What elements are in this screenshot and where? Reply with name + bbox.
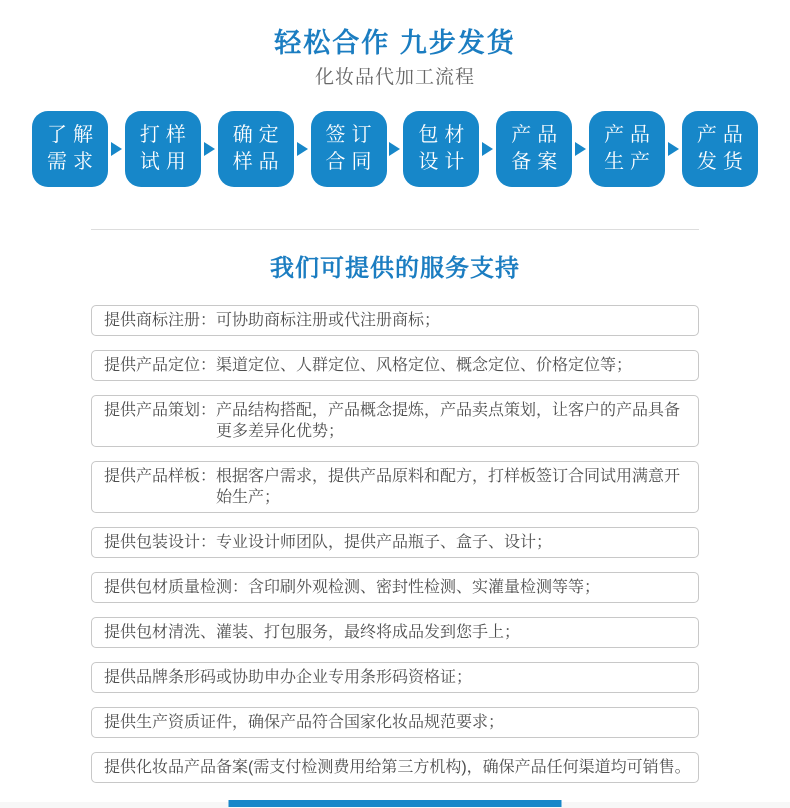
service-item-10: [91, 752, 699, 783]
process-step-2: [125, 111, 201, 187]
service-label: 提供产品定位：: [104, 357, 217, 374]
process-step-1: [32, 111, 108, 187]
page-subtitle: 化妆品代加工流程: [314, 67, 475, 88]
step-label-line2: 需求: [47, 151, 99, 173]
arrow-right-icon: [575, 142, 586, 156]
service-item-5: [91, 527, 699, 558]
service-label: 提供包材质量检测：: [104, 579, 249, 596]
service-label: 提供包装设计：: [104, 534, 217, 551]
service-text: 专业设计师团队，提供产品瓶子、盒子、设计；: [216, 534, 553, 551]
service-label: 提供产品样板：: [104, 468, 217, 485]
service-item-3: [91, 395, 699, 447]
process-step-5: [403, 111, 479, 187]
service-text: 提供化妆品产品备案(需支付检测费用给第三方机构)，确保产品任何渠道均可销售。: [104, 759, 691, 776]
footer-blue-bar: [229, 800, 562, 807]
step-label-line1: 确定: [232, 124, 285, 146]
step-label-line2: 发货: [696, 151, 749, 173]
process-flow: [0, 111, 790, 187]
service-text: 可协助商标注册或代注册商标；: [216, 312, 441, 329]
service-item-4: [91, 461, 699, 513]
header: [0, 0, 790, 90]
service-item-8: [91, 662, 699, 693]
service-text: 渠道定位、人群定位、风格定位、概念定位、价格定位等；: [216, 357, 633, 374]
step-label-line2: 合同: [325, 151, 378, 173]
process-step-6: [496, 111, 572, 187]
page-title: 轻松合作 九步发货: [274, 28, 516, 58]
process-step-3: [218, 111, 294, 187]
process-step-7: [589, 111, 665, 187]
service-text: 提供生产资质证件，确保产品符合国家化妆品规范要求；: [104, 714, 505, 731]
process-step-8: [682, 111, 758, 187]
service-item-2: [91, 350, 699, 381]
service-item-7: [91, 617, 699, 648]
step-label-line1: 签订: [325, 124, 378, 146]
service-item-6: [91, 572, 699, 603]
section-divider: [91, 229, 699, 230]
service-text: 提供品牌条形码或协助申办企业专用条形码资格证；: [104, 669, 473, 686]
services-title: 我们可提供的服务支持: [270, 255, 520, 282]
step-label-line1: 了解: [47, 124, 99, 146]
process-step-4: [311, 111, 387, 187]
service-text: 含印刷外观检测、密封性检测、实灌量检测等等；: [248, 579, 601, 596]
service-label: 提供商标注册：: [104, 312, 217, 329]
step-label-line2: 试用: [139, 151, 192, 173]
step-label-line1: 包材: [418, 124, 471, 146]
step-label-line1: 打样: [139, 124, 192, 146]
step-label-line2: 设计: [418, 151, 471, 173]
step-label-line2: 样品: [232, 151, 285, 173]
arrow-right-icon: [668, 142, 679, 156]
step-label-line1: 产品: [511, 124, 564, 146]
service-text: 提供包材清洗、灌装、打包服务，最终将成品发到您手上；: [104, 624, 521, 641]
service-item-9: [91, 707, 699, 738]
service-item-1: [91, 305, 699, 336]
step-label-line1: 产品: [604, 124, 657, 146]
service-text: 产品结构搭配，产品概念提炼，产品卖点策划，让客户的产品具备更多差异化优势；: [216, 402, 681, 440]
arrow-right-icon: [389, 142, 400, 156]
step-label-line2: 备案: [511, 151, 564, 173]
arrow-right-icon: [111, 142, 122, 156]
arrow-right-icon: [204, 142, 215, 156]
step-label-line1: 产品: [696, 124, 749, 146]
arrow-right-icon: [297, 142, 308, 156]
service-text: 根据客户需求，提供产品原料和配方，打样板签订合同试用满意开始生产；: [216, 468, 681, 506]
services-list: [91, 305, 699, 783]
step-label-line2: 生产: [604, 151, 657, 173]
arrow-right-icon: [482, 142, 493, 156]
service-label: 提供产品策划：: [104, 402, 217, 419]
